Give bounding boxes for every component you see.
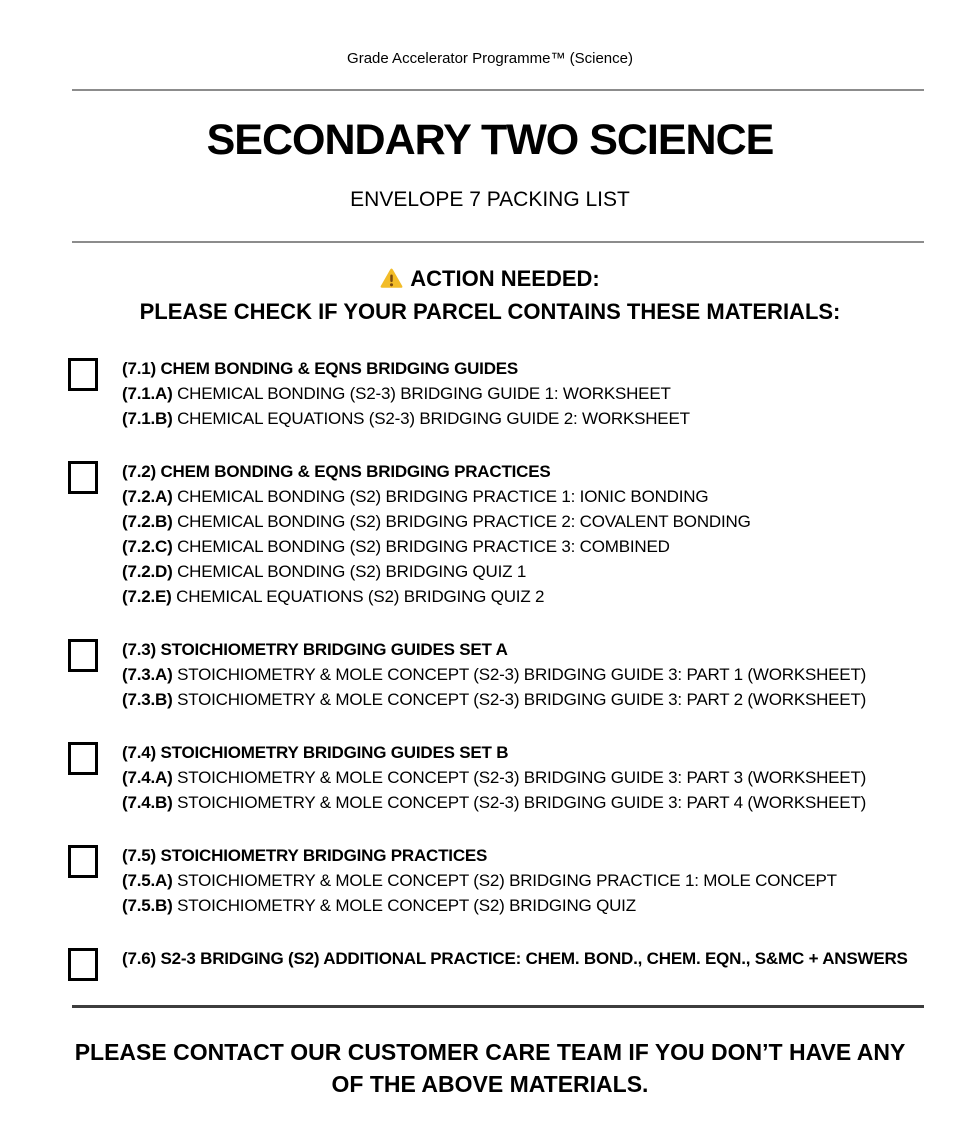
item-checkbox[interactable] <box>68 639 98 672</box>
divider-subtitle <box>72 241 924 243</box>
item-body <box>122 946 908 971</box>
footer-notice-line2: OF THE ABOVE MATERIALS. <box>331 1071 649 1097</box>
checklist-item <box>68 356 930 431</box>
sub-item-number: (7.1.A) <box>122 384 178 403</box>
sub-item <box>122 687 866 712</box>
sub-item-text: STOICHIOMETRY & MOLE CONCEPT (S2) BRIDGING QUIZ <box>177 896 636 915</box>
sub-item-text: CHEMICAL BONDING (S2) BRIDGING PRACTICE 2: COVALENT BONDING <box>177 512 751 531</box>
item-checkbox[interactable] <box>68 948 98 981</box>
warning-triangle-icon <box>380 268 403 289</box>
checklist <box>68 356 930 981</box>
sub-item <box>122 868 837 893</box>
sub-item-text: CHEMICAL BONDING (S2-3) BRIDGING GUIDE 1: WORKSHEET <box>177 384 671 403</box>
sub-item-text: STOICHIOMETRY & MOLE CONCEPT (S2-3) BRIDGING GUIDE 3: PART 4 (WORKSHEET) <box>177 793 867 812</box>
item-title: STOICHIOMETRY BRIDGING PRACTICES <box>160 846 488 865</box>
item-title: CHEM BONDING & EQNS BRIDGING PRACTICES <box>160 462 551 481</box>
sub-item <box>122 381 690 406</box>
sub-item <box>122 765 866 790</box>
sub-item-number: (7.2.E) <box>122 587 177 606</box>
sub-item-number: (7.1.B) <box>122 409 178 428</box>
item-title: CHEM BONDING & EQNS BRIDGING GUIDES <box>160 359 519 378</box>
sub-item-number: (7.5.B) <box>122 896 178 915</box>
divider-top <box>72 89 924 91</box>
sub-item-number: (7.2.C) <box>122 537 178 556</box>
item-body <box>122 843 837 918</box>
item-checkbox[interactable] <box>68 742 98 775</box>
item-number: (7.2) <box>122 462 161 481</box>
sub-item <box>122 790 866 815</box>
program-header: Grade Accelerator Programme™ (Science) <box>347 50 633 67</box>
item-checkbox[interactable] <box>68 358 98 391</box>
sub-item <box>122 534 751 559</box>
sub-item <box>122 893 837 918</box>
action-instruction: PLEASE CHECK IF YOUR PARCEL CONTAINS THESE MATERIALS: <box>139 299 841 324</box>
sub-item-text: CHEMICAL BONDING (S2) BRIDGING PRACTICE 1: IONIC BONDING <box>177 487 709 506</box>
page-title: SECONDARY TWO SCIENCE <box>206 116 774 164</box>
sub-item-text: STOICHIOMETRY & MOLE CONCEPT (S2-3) BRIDGING GUIDE 3: PART 1 (WORKSHEET) <box>177 665 867 684</box>
sub-item-number: (7.3.A) <box>122 665 178 684</box>
footer-notice <box>40 1036 940 1100</box>
sub-item-text: CHEMICAL BONDING (S2) BRIDGING PRACTICE 3: COMBINED <box>177 537 670 556</box>
item-number: (7.4) <box>122 743 161 762</box>
action-heading-line <box>0 265 980 293</box>
sub-item-text: STOICHIOMETRY & MOLE CONCEPT (S2-3) BRIDGING GUIDE 3: PART 3 (WORKSHEET) <box>177 768 867 787</box>
sub-item-number: (7.5.A) <box>122 871 178 890</box>
sub-item-number: (7.3.B) <box>122 690 178 709</box>
item-header <box>122 459 751 484</box>
sub-item-number: (7.4.B) <box>122 793 178 812</box>
checklist-item <box>68 459 930 609</box>
item-header <box>122 740 866 765</box>
item-header <box>122 356 690 381</box>
item-title: STOICHIOMETRY BRIDGING GUIDES SET A <box>160 640 508 659</box>
sub-item-text: STOICHIOMETRY & MOLE CONCEPT (S2-3) BRIDGING GUIDE 3: PART 2 (WORKSHEET) <box>177 690 867 709</box>
checklist-item <box>68 740 930 815</box>
item-body <box>122 459 751 609</box>
sub-item-text: STOICHIOMETRY & MOLE CONCEPT (S2) BRIDGING PRACTICE 1: MOLE CONCEPT <box>177 871 837 890</box>
action-heading-text: ACTION NEEDED: <box>410 266 600 291</box>
sub-item-text: CHEMICAL EQUATIONS (S2) BRIDGING QUIZ 2 <box>176 587 545 606</box>
item-body <box>122 356 690 431</box>
item-number: (7.5) <box>122 846 161 865</box>
footer-notice-line1: PLEASE CONTACT OUR CUSTOMER CARE TEAM IF YOU DON’T HAVE ANY <box>74 1039 906 1065</box>
action-section <box>0 265 980 326</box>
checklist-item <box>68 637 930 712</box>
item-title: S2-3 BRIDGING (S2) ADDITIONAL PRACTICE: CHEM. BOND., CHEM. EQN., S&MC + ANSWERS <box>160 949 908 968</box>
item-header <box>122 946 908 971</box>
item-body <box>122 637 866 712</box>
item-checkbox[interactable] <box>68 845 98 878</box>
sub-item-number: (7.4.A) <box>122 768 178 787</box>
sub-item <box>122 662 866 687</box>
sub-item-number: (7.2.B) <box>122 512 178 531</box>
warning-exclamation-dot <box>390 283 393 286</box>
item-number: (7.1) <box>122 359 161 378</box>
sub-item <box>122 484 751 509</box>
divider-bottom <box>72 1005 924 1008</box>
sub-item <box>122 559 751 584</box>
sub-item-text: CHEMICAL BONDING (S2) BRIDGING QUIZ 1 <box>177 562 527 581</box>
sub-item <box>122 509 751 534</box>
sub-item <box>122 406 690 431</box>
item-title: STOICHIOMETRY BRIDGING GUIDES SET B <box>160 743 509 762</box>
sub-item-text: CHEMICAL EQUATIONS (S2-3) BRIDGING GUIDE 2: WORKSHEET <box>177 409 690 428</box>
item-body <box>122 740 866 815</box>
page-subtitle: ENVELOPE 7 PACKING LIST <box>350 188 630 211</box>
sub-item-number: (7.2.D) <box>122 562 178 581</box>
checklist-item <box>68 843 930 918</box>
sub-item-number: (7.2.A) <box>122 487 178 506</box>
item-header <box>122 843 837 868</box>
checklist-item <box>68 946 930 981</box>
item-checkbox[interactable] <box>68 461 98 494</box>
item-header <box>122 637 866 662</box>
item-number: (7.6) <box>122 949 161 968</box>
item-number: (7.3) <box>122 640 161 659</box>
sub-item <box>122 584 751 609</box>
warning-exclamation-bar <box>391 274 393 282</box>
